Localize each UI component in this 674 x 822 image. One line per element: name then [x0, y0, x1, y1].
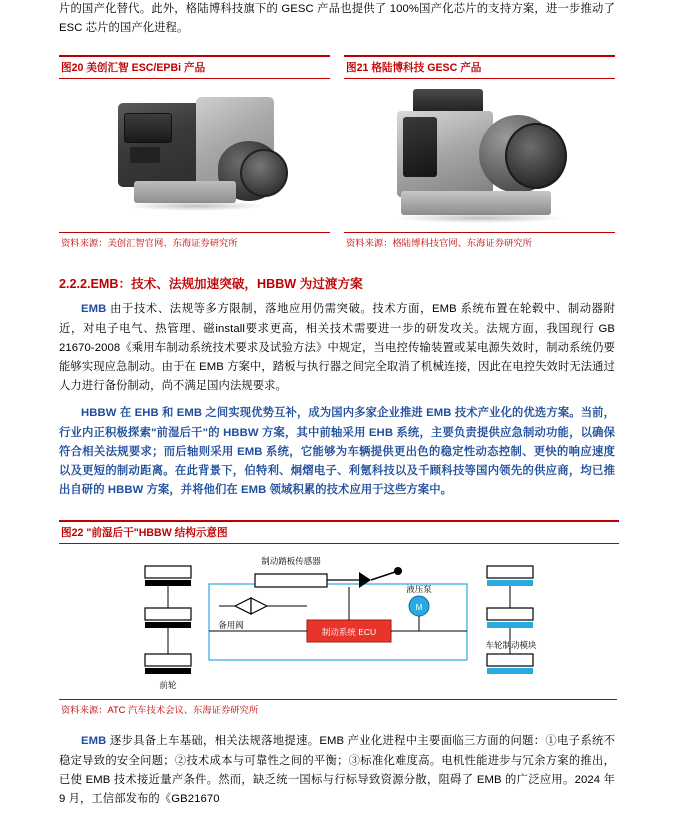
section-heading: 2.2.2.EMB：技术、法规加速突破，HBBW 为过渡方案: [59, 277, 363, 292]
esc-epbi-product-photo: [59, 79, 330, 232]
paragraph-emb-lead: EMB: [81, 303, 107, 316]
figure-22-caption: 图22 "前湿后干"HBBW 结构示意图: [59, 520, 619, 544]
hbbw-structure-diagram: [59, 544, 615, 699]
label-pedal-sensor: 制动踏板传感器: [261, 556, 321, 567]
figure-21-caption: 图21 格陆博科技 GESC 产品: [344, 55, 615, 79]
figure-21-source: 资料来源：格陆博科技官网、东海证券研究所: [344, 232, 615, 251]
label-reservoir: 液压泵: [406, 584, 432, 595]
top-paragraph: 片的国产化替代。此外，格陆博科技旗下的 GESC 产品也提供了 100%国产化芯片的支持方案，进一步推动了 ESC 芯片的国产化进程。: [59, 3, 615, 35]
bottom-paragraph-lead: EMB: [81, 735, 107, 748]
page-content: [59, 0, 615, 809]
label-front-wheel: 前轮: [159, 680, 177, 691]
svg-text:制动系统 ECU: 制动系统 ECU: [321, 627, 377, 638]
svg-text:M: M: [415, 603, 423, 613]
bottom-paragraph: [59, 732, 615, 809]
paragraph-hbbw-lead: HBBW: [81, 407, 117, 420]
figure-22-source: 资料来源：ATC 汽车技术会议、东海证券研究所: [59, 699, 617, 718]
gesc-product-photo: [344, 79, 615, 232]
paragraph-emb-text: 由于技术、法规等多方限制，落地应用仍需突破。技术方面，EMB 系统布置在轮毂中、制动器附近，对电子电气、热管理、磁install要求更高，相关技术需要进一步的研发攻关。法规方面，我国现行 GB 21670-2008《乘用车制动系统技术要求及试验方法》中规定，当电控传输装置或某电源失效时，制动系统仍要能够实现应急制动。由于在 EMB 方案中，踏板与执行器之间完全取消了机械连接，因此在电控失效时无法通过人力进行备份制动，尚不满足国内法规要求。: [59, 303, 615, 393]
figure-20: [59, 55, 330, 251]
paragraph-hbbw-text: 在 EHB 和 EMB 之间实现优势互补，成为国内多家企业推进 EMB 技术产业化的优选方案。当前，行业内正积极探索"前湿后干"的 HBBW 方案，其中前轴采用 EHB 系统，主要负责提供应急制动功能，以确保符合相关法规要求；而后轴则采用 EMB 系统，它能够为车辆提供更出色的稳定性动态控制、更快的响应速度以及更短的制动距离。在此背景下，伯特利、炯熠电子、利氪科技以及千顾科技等国内领先的供应商，均已推出自研的 HBBW 方案，并将他们在 EMB 领域积累的技术应用于这些方案中。: [59, 407, 615, 497]
label-backup-valve: 备用阀: [218, 620, 244, 631]
figure-20-source: 资料来源：美创汇智官网、东海证券研究所: [59, 232, 330, 251]
label-wheel-module: 车轮制动模块: [485, 640, 537, 651]
paragraph-emb: [59, 300, 615, 396]
figure-21: [344, 55, 615, 251]
bottom-paragraph-text: 逐步具备上车基础，相关法规落地提速。EMB 产业化进程中主要面临三方面的问题：①电子系统不稳定导致的安全问题；②技术成本与可靠性之间的平衡；③标准化难度高。电机性能进步与冗余方案的推出，已使 EMB 技术接近量产条件。然而，缺乏统一国标与行标导致资源分散，阻碍了 EMB 的广泛应用。2024 年 9 月，工信部发布的《GB21670: [59, 735, 615, 806]
figure-row: [59, 55, 615, 251]
paragraph-hbbw: [59, 404, 615, 500]
figure-20-caption: 图20 美创汇智 ESC/EPBi 产品: [59, 55, 330, 79]
